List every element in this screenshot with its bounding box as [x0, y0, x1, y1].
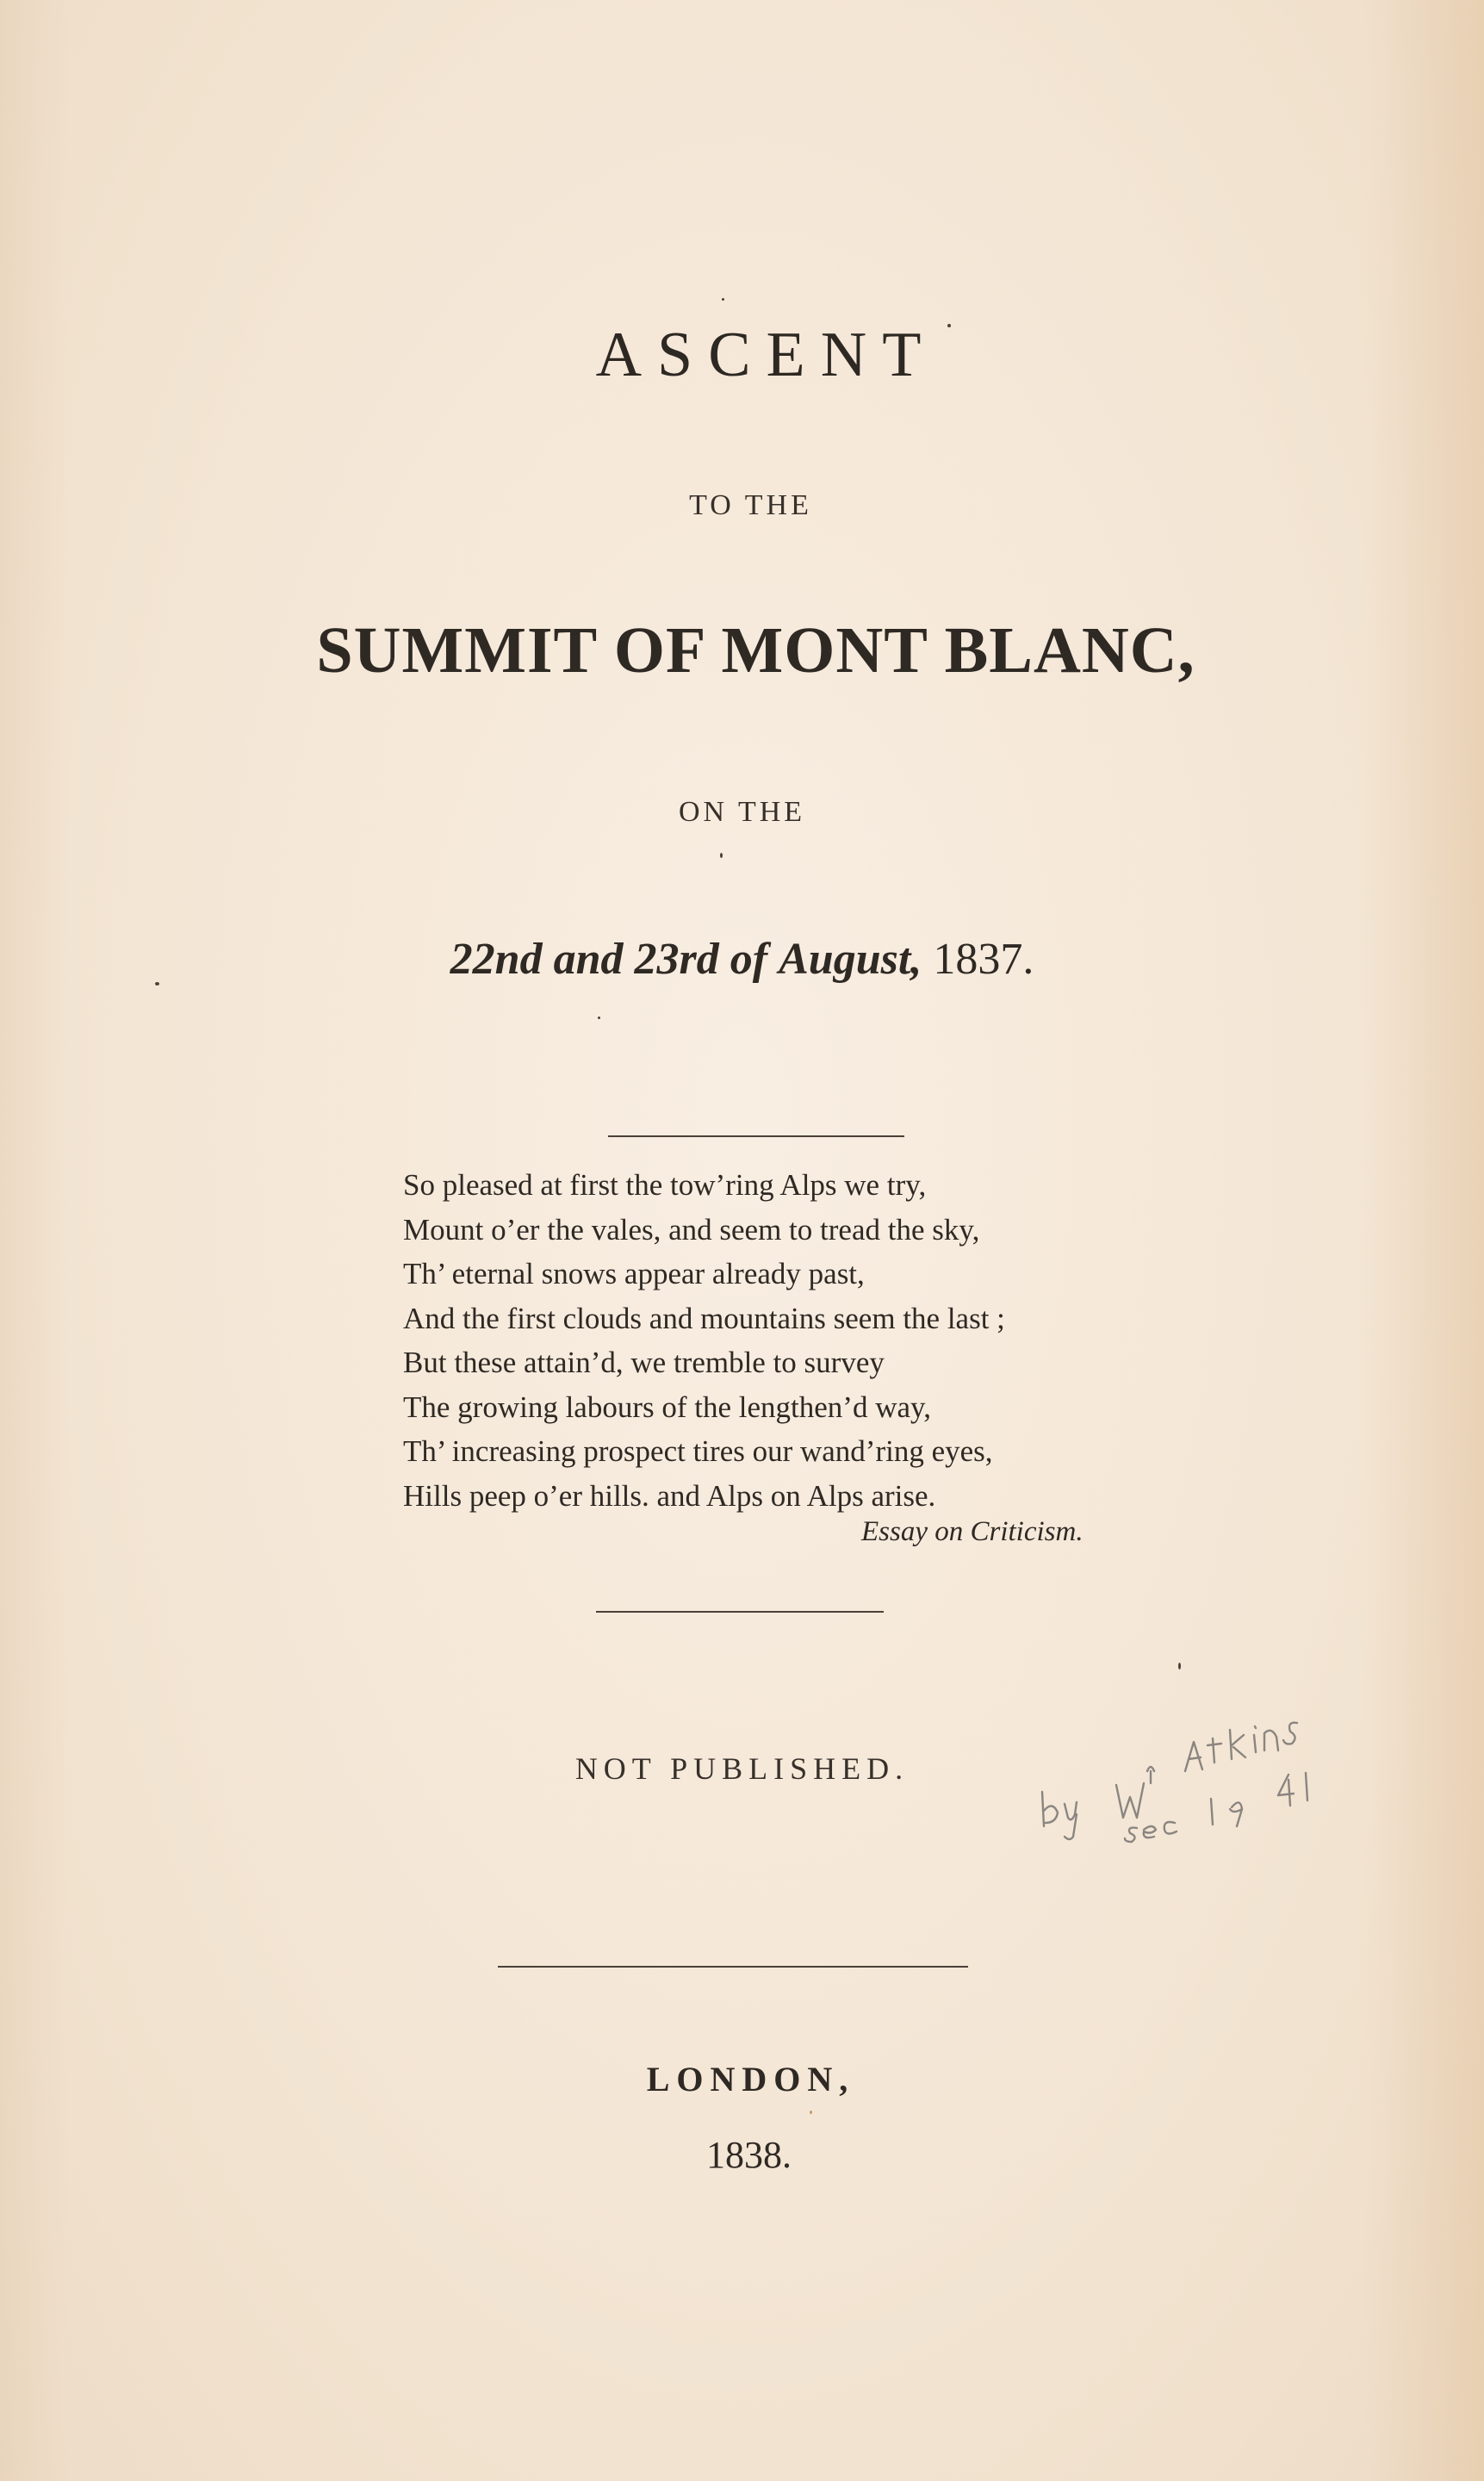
epigraph-line: The growing labours of the lengthen’d way, [403, 1390, 931, 1424]
epigraph-attribution: Essay on Criticism. [861, 1516, 1084, 1547]
pencil-annotation-handwriting [1034, 1688, 1344, 1844]
epigraph-line: But these attain’d, we tremble to survey [403, 1346, 885, 1379]
date-month: August, [779, 935, 922, 984]
date-and: and [553, 935, 624, 984]
divider-rule-bottom [498, 1966, 968, 1968]
epigraph-line: And the first clouds and mountains seem the last ; [403, 1301, 1005, 1335]
date-day-2: 23rd [634, 935, 719, 984]
epigraph-line: Mount o’er the vales, and seem to tread the sky, [403, 1212, 980, 1247]
foxing-speck [722, 298, 724, 301]
date-of: of [730, 935, 768, 984]
foxing-speck [947, 324, 951, 327]
foxing-speck [155, 982, 159, 986]
subtitle-on-the: ON THE [678, 796, 806, 828]
date-day-1: 22nd [450, 935, 543, 984]
foxing-speck [720, 853, 723, 858]
imprint-place: LONDON, [646, 2060, 855, 2099]
main-title: SUMMIT OF MONT BLANC, [316, 614, 1195, 687]
divider-rule-middle [596, 1611, 884, 1613]
divider-rule-top [608, 1135, 904, 1137]
epigraph [403, 1163, 1005, 1518]
title-ascent: ASCENT [595, 320, 937, 390]
epigraph-line: So pleased at first the tow’ring Alps we try, [403, 1168, 927, 1202]
date-year: 1837. [933, 935, 1034, 984]
date-line [0, 934, 1484, 985]
foxing-speck [1178, 1663, 1181, 1670]
subtitle-to-the: TO THE [689, 489, 812, 521]
imprint-year: 1838. [706, 2134, 792, 2176]
foxing-speck [810, 2111, 812, 2114]
epigraph-line: Th’ eternal snows appear already past, [403, 1257, 865, 1290]
epigraph-line: Th’ increasing prospect tires our wand’ring eyes, [403, 1434, 993, 1468]
not-published-notice: NOT PUBLISHED. [574, 1751, 910, 1786]
epigraph-line: Hills peep o’er hills. and Alps on Alps arise. [403, 1478, 936, 1513]
foxing-speck [598, 1017, 600, 1019]
